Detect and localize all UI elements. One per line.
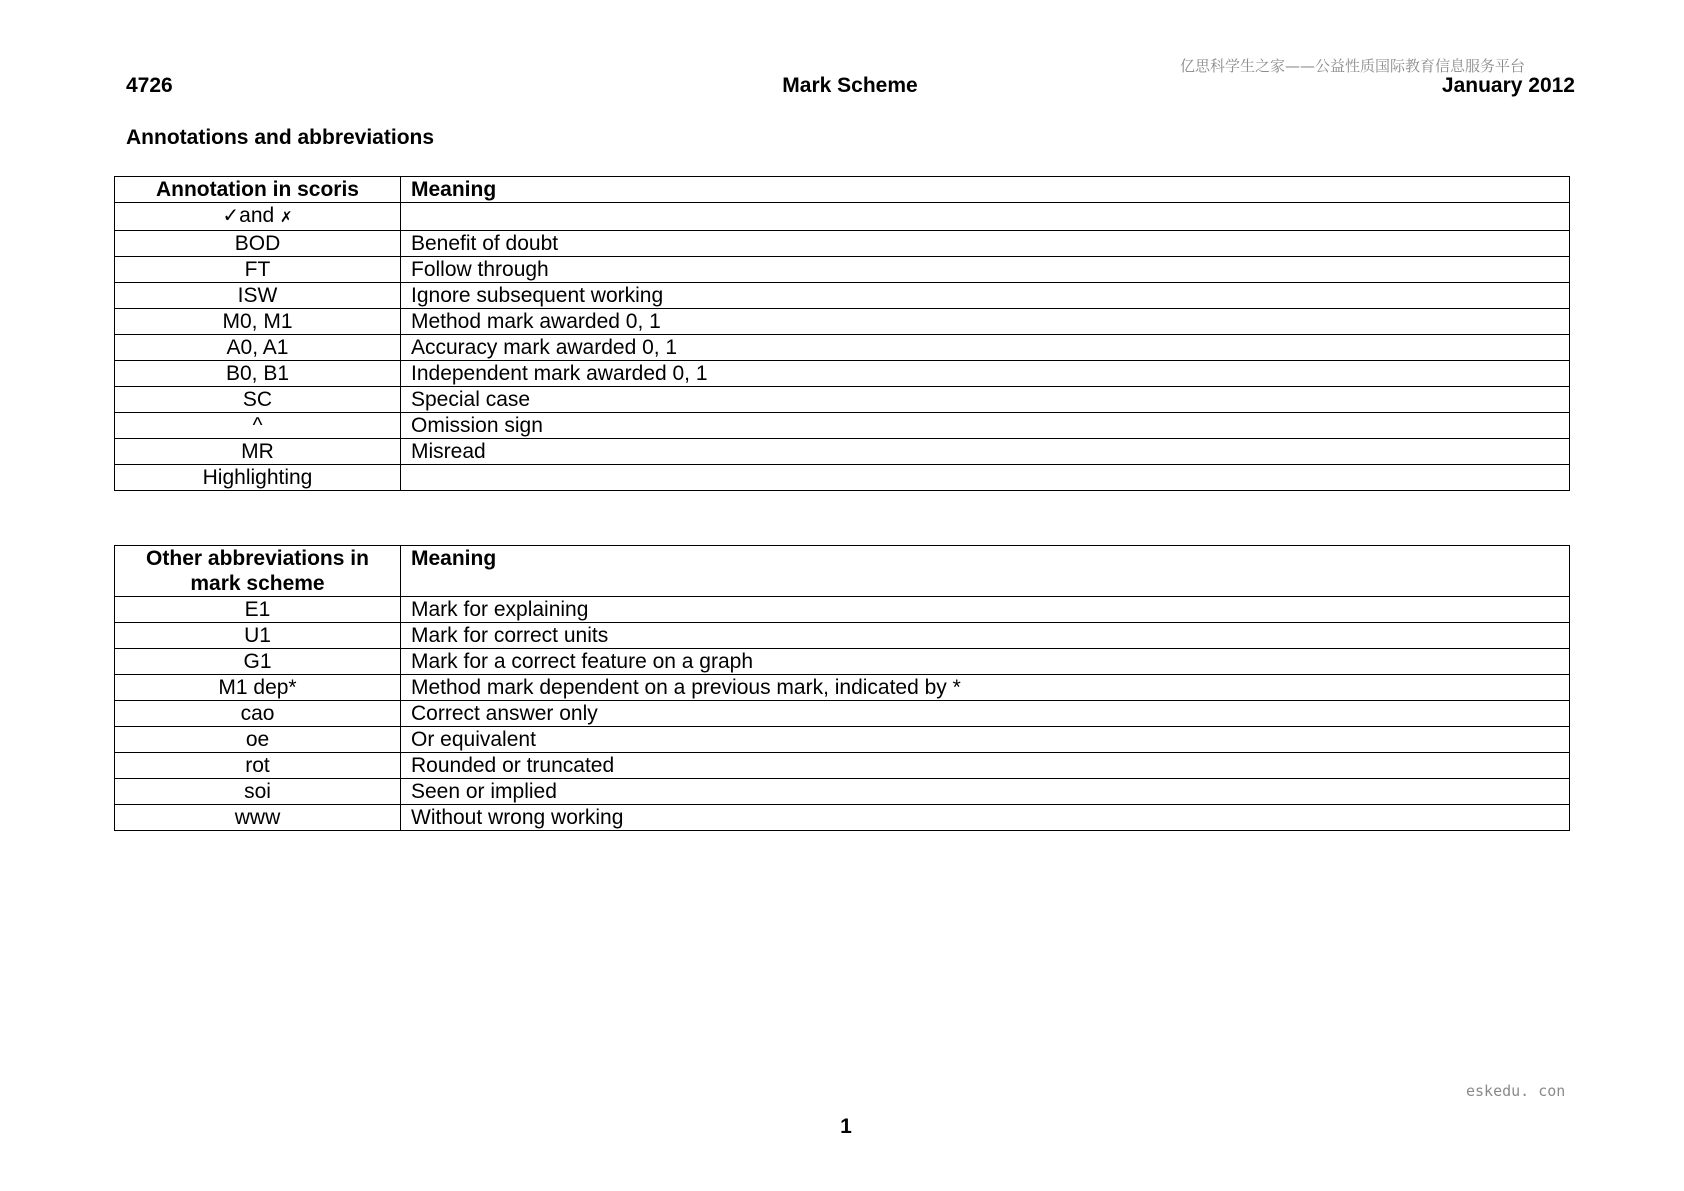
section-title: Annotations and abbreviations	[126, 126, 435, 149]
abbreviation-cell: oe	[115, 727, 401, 753]
abbreviation-cell: BOD	[115, 231, 401, 257]
table-row	[115, 701, 1570, 727]
meaning-cell: Independent mark awarded 0, 1	[401, 361, 1570, 387]
meaning-cell: Method mark awarded 0, 1	[401, 309, 1570, 335]
abbreviation-cell: ^	[115, 413, 401, 439]
table-row	[115, 753, 1570, 779]
meaning-column-header: Meaning	[401, 546, 1570, 597]
meaning-cell	[401, 465, 1570, 491]
abbreviation-cell: M0, M1	[115, 309, 401, 335]
abbreviations-table	[114, 545, 1570, 831]
abbreviation-cell: cao	[115, 701, 401, 727]
table-row	[115, 361, 1570, 387]
meaning-cell: Follow through	[401, 257, 1570, 283]
meaning-cell: Mark for a correct feature on a graph	[401, 649, 1570, 675]
meaning-cell: Without wrong working	[401, 805, 1570, 831]
meaning-cell: Benefit of doubt	[401, 231, 1570, 257]
table-row	[115, 649, 1570, 675]
table-row	[115, 727, 1570, 753]
page-title: Mark Scheme	[782, 74, 918, 97]
table-row	[115, 283, 1570, 309]
abbreviation-cell: MR	[115, 439, 401, 465]
abbreviation-cell: G1	[115, 649, 401, 675]
meaning-cell: Misread	[401, 439, 1570, 465]
watermark-bottom-text: eskedu. con	[1466, 1082, 1566, 1100]
table-row	[115, 203, 1570, 231]
table-row	[115, 309, 1570, 335]
table-row	[115, 805, 1570, 831]
annotations-header-row	[115, 177, 1570, 203]
meaning-cell: Correct answer only	[401, 701, 1570, 727]
table-row	[115, 231, 1570, 257]
meaning-cell: Mark for explaining	[401, 597, 1570, 623]
tick-and-cross-cell	[115, 203, 401, 231]
meaning-cell: Seen or implied	[401, 779, 1570, 805]
table-row	[115, 465, 1570, 491]
meaning-column-header: Meaning	[401, 177, 1570, 203]
cross-icon: ✗	[280, 208, 293, 226]
paper-code: 4726	[126, 74, 173, 97]
meaning-cell: Accuracy mark awarded 0, 1	[401, 335, 1570, 361]
annotation-column-header: Annotation in scoris	[115, 177, 401, 203]
exam-date: January 2012	[1441, 74, 1575, 97]
table-row	[115, 439, 1570, 465]
abbreviation-cell: rot	[115, 753, 401, 779]
meaning-cell: Or equivalent	[401, 727, 1570, 753]
annotations-table	[114, 176, 1570, 491]
and-label: and	[239, 204, 275, 227]
abbreviation-cell: ISW	[115, 283, 401, 309]
table-row	[115, 623, 1570, 649]
abbreviation-cell: E1	[115, 597, 401, 623]
abbreviations-header-row	[115, 546, 1570, 597]
abbreviation-cell: www	[115, 805, 401, 831]
meaning-cell: Mark for correct units	[401, 623, 1570, 649]
meaning-cell: Omission sign	[401, 413, 1570, 439]
page-number: 1	[840, 1115, 852, 1138]
abbreviation-cell: SC	[115, 387, 401, 413]
abbreviation-cell: B0, B1	[115, 361, 401, 387]
table-row	[115, 387, 1570, 413]
abbreviation-cell: M1 dep*	[115, 675, 401, 701]
table-row	[115, 597, 1570, 623]
abbreviation-column-header: Other abbreviations in mark scheme	[115, 546, 401, 597]
table-row	[115, 335, 1570, 361]
meaning-cell: Special case	[401, 387, 1570, 413]
table-row	[115, 779, 1570, 805]
table-row	[115, 413, 1570, 439]
meaning-cell: Method mark dependent on a previous mark, indicated by *	[401, 675, 1570, 701]
meaning-cell: Ignore subsequent working	[401, 283, 1570, 309]
tick-icon: ✓	[222, 203, 240, 227]
abbreviation-cell: A0, A1	[115, 335, 401, 361]
abbreviation-cell: soi	[115, 779, 401, 805]
abbreviation-cell: Highlighting	[115, 465, 401, 491]
abbreviation-cell: U1	[115, 623, 401, 649]
abbreviation-cell: FT	[115, 257, 401, 283]
table-row	[115, 675, 1570, 701]
table-row	[115, 257, 1570, 283]
meaning-cell: Rounded or truncated	[401, 753, 1570, 779]
watermark-top-text: 亿思科学生之家——公益性质国际教育信息服务平台	[1180, 57, 1526, 75]
meaning-cell	[401, 203, 1570, 231]
